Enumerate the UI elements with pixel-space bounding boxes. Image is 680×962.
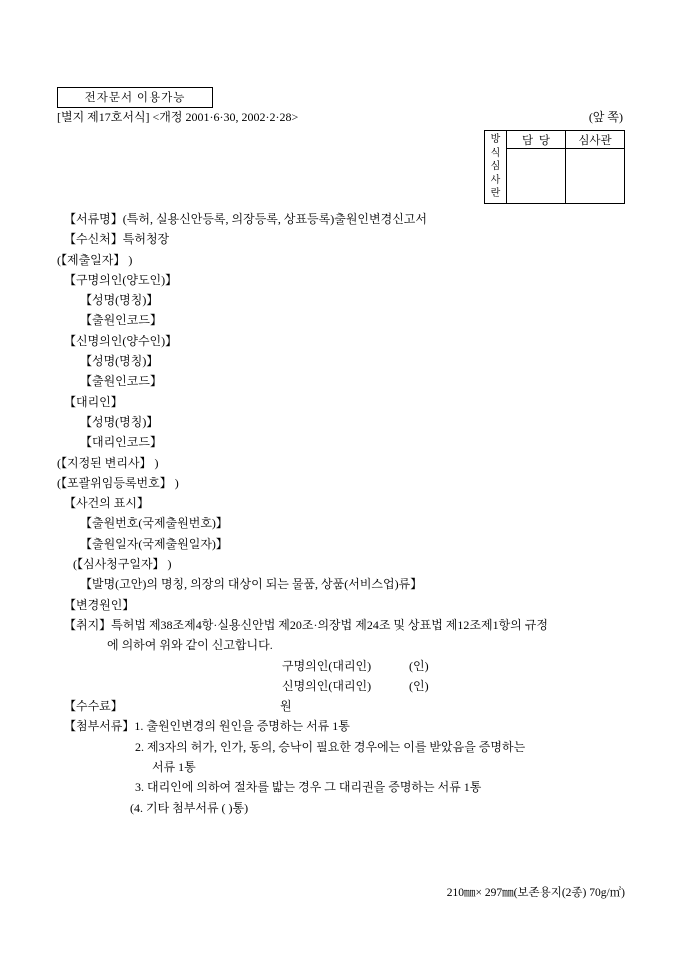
seal-mark: (인) — [409, 678, 429, 693]
fee-unit-label: 원 — [280, 699, 292, 714]
old-applicant-name-line: 【성명(명칭)】 — [80, 293, 159, 308]
review-cell-examiner — [566, 149, 625, 204]
review-vertical-label: 방식심사란 — [485, 131, 507, 204]
electronic-document-badge: 전자문서 이용가능 — [57, 87, 213, 108]
new-applicant-code-line: 【출원인코드】 — [80, 374, 162, 389]
attachment-line-2-cont: 서류 1통 — [152, 760, 196, 775]
signature-label: 신명의인(대리인) — [282, 678, 372, 693]
new-applicant-line: 【신명의인(양수인)】 — [64, 333, 178, 348]
attachment-line-3: 3. 대리인에 의하여 절차를 밟는 경우 그 대리권을 증명하는 서류 1통 — [135, 780, 482, 795]
fee-label: 【수수료】 — [64, 699, 123, 714]
statement-line-1: 【취지】특허법 제38조제4항·실용신안법 제20조·의장법 제24조 및 상표법 제12조제1항의 규정 — [64, 617, 548, 632]
designated-attorney-line: (【지정된 변리사】 ) — [57, 455, 159, 470]
application-number-line: 【출원번호(국제출원번호)】 — [80, 516, 228, 531]
seal-mark: (인) — [409, 658, 429, 673]
submission-date-line: (【제출일자】 ) — [57, 252, 133, 267]
paper-size-note: 210㎜× 297㎜(보존용지(2종) 70g/㎡) — [446, 887, 625, 899]
review-col-examiner: 심사관 — [566, 131, 625, 149]
document-name-line: 【서류명】(특허, 실용신안등록, 의장등록, 상표등록)출원인변경신고서 — [64, 212, 427, 226]
signature-row-old-applicant — [57, 656, 643, 676]
invention-title-line: 【발명(고안)의 명칭, 의장의 대상이 되는 물품, 상품(서비스업)류】 — [80, 577, 423, 592]
agent-name-line: 【성명(명칭)】 — [80, 414, 159, 429]
case-indication-line: 【사건의 표시】 — [64, 496, 149, 511]
fee-row — [57, 696, 643, 716]
examination-request-date-line: (【심사청구일자】 ) — [73, 557, 172, 572]
attachment-line-2: 2. 제3자의 허가, 인가, 동의, 승낙이 필요한 경우에는 이를 받았음을 증명하는 — [135, 739, 526, 754]
format-review-table — [484, 130, 625, 204]
old-applicant-code-line: 【출원인코드】 — [80, 313, 162, 328]
review-col-manager: 담 당 — [507, 131, 566, 149]
attachment-line-1: 【첨부서류】1. 출원인변경의 원인을 증명하는 서류 1통 — [64, 719, 350, 734]
comprehensive-delegation-line: (【포괄위임등록번호】 ) — [57, 475, 179, 490]
signature-label: 구명의인(대리인) — [282, 658, 372, 673]
form-reference-row — [57, 108, 623, 125]
recipient-line: 【수신처】특허청장 — [64, 232, 170, 247]
statement-line-2: 에 의하여 위와 같이 신고합니다. — [107, 638, 273, 653]
agent-line: 【대리인】 — [64, 394, 123, 409]
application-date-line: 【출원일자(국제출원일자)】 — [80, 536, 228, 551]
old-applicant-line: 【구명의인(양도인)】 — [64, 272, 178, 287]
attachment-line-4: (4. 기타 첨부서류 ( )통) — [130, 800, 249, 815]
agent-code-line: 【대리인코드】 — [80, 435, 162, 450]
signature-row-new-applicant — [57, 676, 643, 696]
form-reference: [별지 제17호서식] <개정 2001·6·30, 2002·2·28> — [57, 110, 299, 124]
review-cell-manager — [507, 149, 566, 204]
new-applicant-name-line: 【성명(명칭)】 — [80, 354, 159, 369]
page-side-label: (앞 쪽) — [588, 110, 623, 124]
form-body — [57, 209, 643, 818]
change-cause-line: 【변경원인】 — [64, 597, 135, 612]
